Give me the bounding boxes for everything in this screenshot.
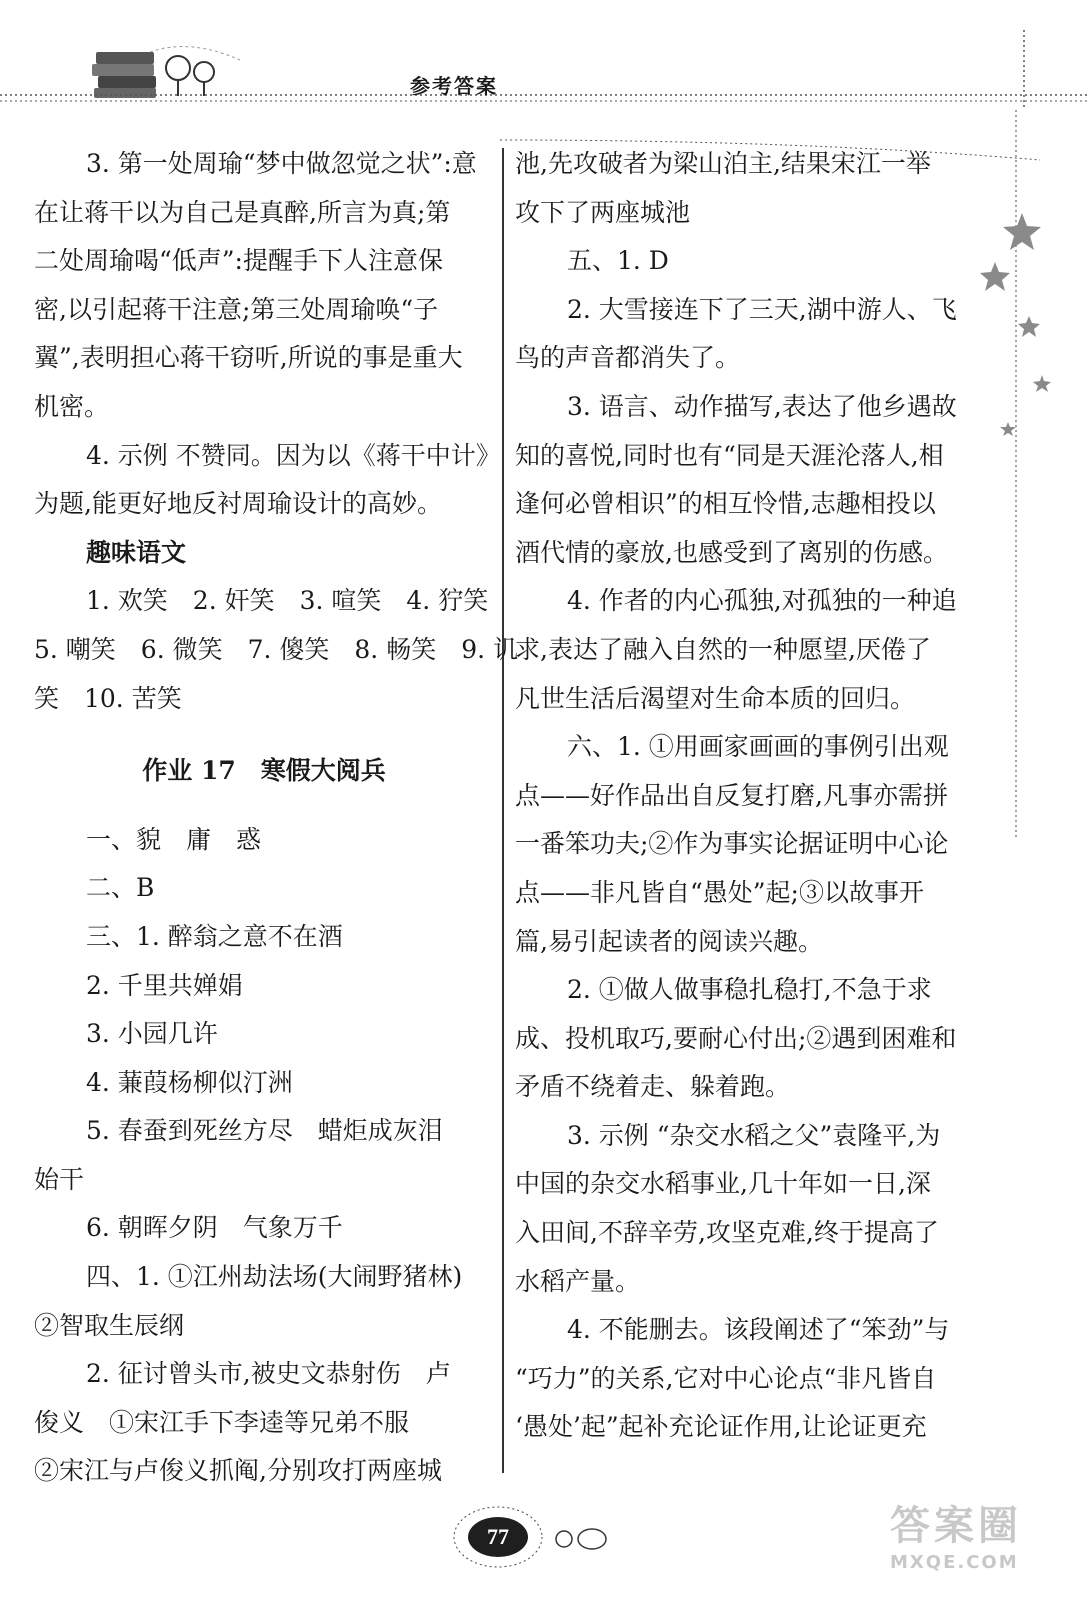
answer-line: 4. 不能删去。该段阐述了“笨劲”与 <box>567 1315 950 1345</box>
answer-line: 池,先攻破者为梁山泊主,结果宋江一举 <box>515 149 931 178</box>
answer-line: ②宋江与卢俊义抓阄,分别攻打两座城 <box>34 1456 442 1486</box>
answer-line: 4. 示例 不赞同。因为以《蒋干中计》 <box>86 440 501 470</box>
answer-line: 篇,易引起读者的阅读兴趣。 <box>515 926 823 956</box>
column-divider <box>502 148 504 1473</box>
answer-line: 在让蒋干以为自己是真醉,所言为真;第 <box>34 197 451 227</box>
answer-line: 6. 朝晖夕阴 气象万千 <box>86 1213 343 1243</box>
answer-line: 三、1. 醉翁之意不在酒 <box>86 921 343 951</box>
star-icon <box>1018 316 1040 337</box>
answer-line: 逢何必曾相识”的相互怜惜,志趣相投以 <box>515 489 936 519</box>
watermark-url: MXQE.COM <box>890 1552 1019 1573</box>
answer-line: 一、貌 庸 惑 <box>86 824 262 854</box>
answer-line: 俊义 ①宋江手下李逵等兄弟不服 <box>34 1407 410 1437</box>
answer-line: 5. 春蚕到死丝方尽 蜡炬成灰泪 <box>86 1116 443 1146</box>
page-number-decoration <box>440 1505 620 1575</box>
answer-line: 翼”,表明担心蒋干窃听,所说的事是重大 <box>34 343 463 373</box>
answer-line: 3. 语言、动作描写,表达了他乡遇故 <box>567 391 957 421</box>
answer-line: 2. 征讨曾头市,被史文恭射伤 卢 <box>86 1359 451 1389</box>
answer-line: 二处周瑜喝“低声”:提醒手下人注意保 <box>34 246 443 276</box>
answer-line: 六、1. ①用画家画画的事例引出观 <box>567 732 949 762</box>
star-icon <box>980 262 1010 291</box>
left-column <box>34 140 518 1496</box>
watermark-logo: 答案圈 <box>890 1503 1022 1549</box>
answer-line: 4. 作者的内心孤独,对孤独的一种追 <box>567 586 957 616</box>
answer-line: 五、1. D <box>567 246 669 276</box>
answer-line: 2. 大雪接连下了三天,湖中游人、飞 <box>567 294 957 324</box>
answer-line: 二、B <box>86 873 155 903</box>
answer-line: 攻下了两座城池 <box>515 197 691 227</box>
answer-line: 3. 小园几许 <box>86 1019 218 1049</box>
answer-line: “巧力”的关系,它对中心论点“非凡皆自 <box>515 1363 937 1393</box>
answer-line: 为题,能更好地反衬周瑜设计的高妙。 <box>34 489 442 519</box>
header-title: 参考答案 <box>410 74 498 98</box>
answer-line: 一番笨功夫;②作为事实论据证明中心论 <box>515 829 949 859</box>
answer-line: 机密。 <box>34 391 110 421</box>
star-icon <box>1033 375 1051 392</box>
answer-line: ‘愚处’起”起补充论证作用,让论证更充 <box>515 1412 927 1442</box>
answer-line: 2. 千里共婵娟 <box>86 970 243 1000</box>
answer-line: ②智取生辰纲 <box>34 1310 185 1340</box>
page-number: 77 <box>468 1517 528 1557</box>
answer-line: 水稻产量。 <box>515 1266 641 1296</box>
subsection-title: 趣味语文 <box>86 537 187 567</box>
answer-line: 1. 欢笑 2. 奸笑 3. 喧笑 4. 狞笑 <box>86 586 489 616</box>
answer-line: 5. 嘲笑 6. 微笑 7. 傻笑 8. 畅笑 9. 讥 <box>34 634 518 664</box>
star-icon <box>1000 422 1016 436</box>
right-column <box>515 140 975 1452</box>
answer-line: 点——好作品出自反复打磨,凡事亦需拼 <box>515 780 948 810</box>
answer-line: 矛盾不绕着走、躲着跑。 <box>515 1072 791 1102</box>
answer-line: 密,以引起蒋干注意;第三处周瑜唤“子 <box>34 294 439 324</box>
answer-line: 3. 示例 “杂交水稻之父”袁隆平,为 <box>567 1120 941 1150</box>
answer-line: 鸟的声音都消失了。 <box>515 343 741 373</box>
star-icon <box>1003 213 1041 250</box>
answer-line: 知的喜悦,同时也有“同是天涯沦落人,相 <box>515 440 944 470</box>
answer-line: 2. ①做人做事稳扎稳打,不急于求 <box>567 975 932 1005</box>
answer-line: 四、1. ①江州劫法场(大闹野猪林) <box>86 1262 463 1292</box>
answer-line: 始干 <box>34 1164 85 1194</box>
answer-line: 笑 10. 苦笑 <box>34 683 182 713</box>
answer-line: 中国的杂交水稻事业,几十年如一日,深 <box>515 1169 931 1199</box>
answer-line: 3. 第一处周瑜“梦中做忽觉之状”:意 <box>86 149 477 178</box>
section-title: 作业 17 寒假大阅兵 <box>142 756 386 786</box>
answer-line: 凡世生活后渴望对生命本质的回归。 <box>515 683 916 713</box>
answer-line: 点——非凡皆自“愚处”起;③以故事开 <box>515 877 924 907</box>
answer-line: 4. 蒹葭杨柳似汀洲 <box>86 1067 293 1097</box>
answer-line: 求,表达了融入自然的一种愿望,厌倦了 <box>515 634 931 664</box>
answer-line: 酒代情的豪放,也感受到了离别的伤感。 <box>515 537 948 567</box>
watermark <box>890 1500 1080 1590</box>
answer-line: 成、投机取巧,要耐心付出;②遇到困难和 <box>515 1023 957 1053</box>
answer-line: 入田间,不辞辛劳,攻坚克难,终于提高了 <box>515 1218 939 1248</box>
